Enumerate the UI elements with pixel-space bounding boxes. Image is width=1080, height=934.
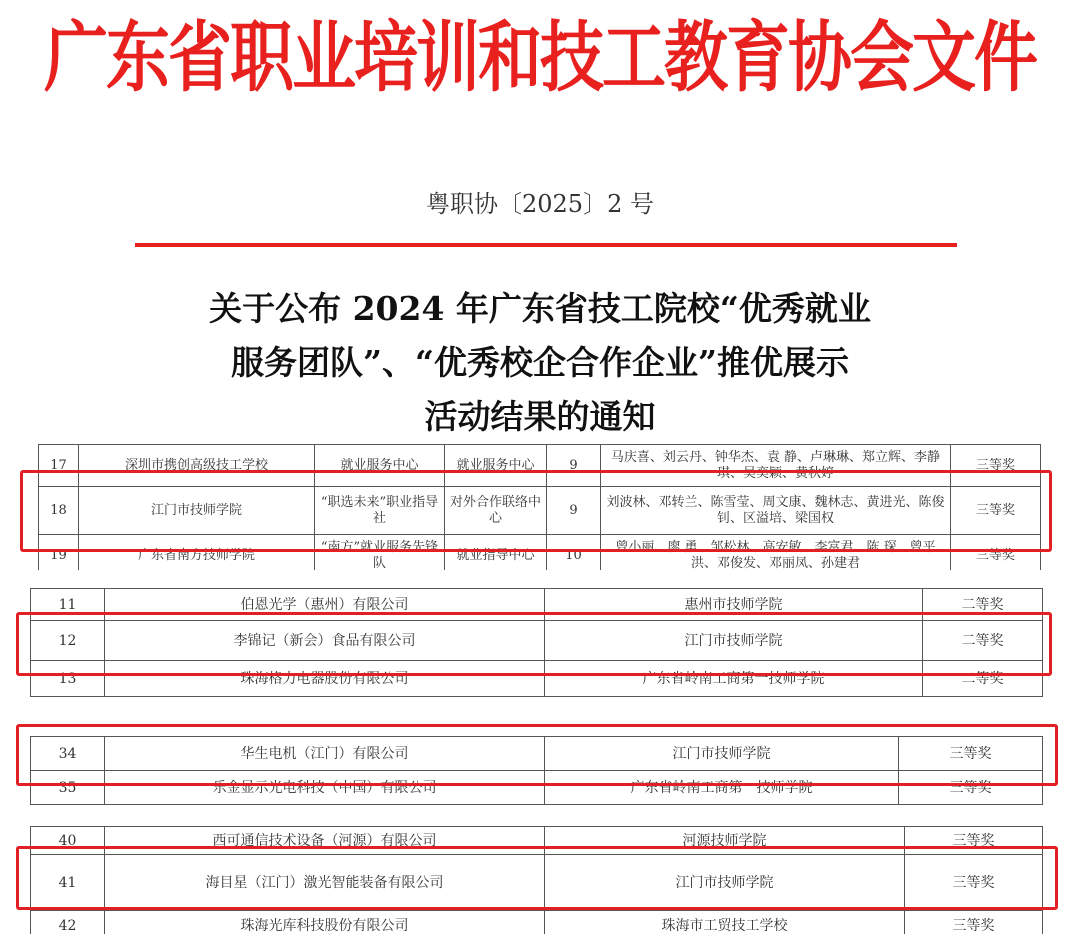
department: 就业指导中心 [445, 535, 547, 571]
enterprise-table-fragment-a [30, 588, 1050, 698]
company-name: 乐金显示光电科技（中国）有限公司 [105, 771, 545, 805]
team-table [38, 444, 1041, 570]
department: 就业服务中心 [445, 445, 547, 487]
org-header-title: 广东省职业培训和技工教育协会文件 [44, 14, 1036, 104]
table-row [31, 827, 1043, 855]
notice-title [0, 282, 1080, 444]
member-count: 9 [547, 487, 601, 535]
award-level: 三等奖 [905, 827, 1043, 855]
row-number: 42 [31, 911, 105, 934]
table-row [31, 911, 1043, 934]
notice-title-line-2: 服务团队”、“优秀校企合作企业”推优展示 [231, 343, 849, 382]
team-table-fragment [38, 440, 1044, 570]
row-number: 12 [31, 621, 105, 661]
school-name: 广东省南方技师学院 [79, 535, 315, 571]
company-name: 李锦记（新会）食品有限公司 [105, 621, 545, 661]
award-level: 三等奖 [951, 487, 1041, 535]
award-level: 三等奖 [899, 771, 1043, 805]
header-red-rule [135, 243, 957, 247]
enterprise-table-fragment-b [30, 730, 1050, 808]
award-level: 二等奖 [923, 589, 1043, 621]
award-level: 三等奖 [905, 911, 1043, 934]
enterprise-table-a [30, 588, 1043, 697]
row-number: 19 [39, 535, 79, 571]
team-name: “职选未来”职业指导社 [315, 487, 445, 535]
partner-school: 广东省岭南工商第一技师学院 [545, 771, 899, 805]
partner-school: 江门市技师学院 [545, 621, 923, 661]
company-name: 海目星（江门）激光智能装备有限公司 [105, 855, 545, 911]
award-level: 二等奖 [923, 621, 1043, 661]
enterprise-table-b [30, 736, 1043, 805]
member-list: 马庆喜、刘云丹、钟华杰、袁 静、卢琳琳、郑立辉、李静琪、吴奕颖、黄秋婷 [601, 445, 951, 487]
document-number: 粤职协〔2025〕2 号 [426, 190, 654, 218]
row-number: 11 [31, 589, 105, 621]
enterprise-table-fragment-c [30, 826, 1050, 934]
row-number: 18 [39, 487, 79, 535]
table-row [39, 487, 1041, 535]
row-number: 34 [31, 737, 105, 771]
team-name: “南方”就业服务先锋队 [315, 535, 445, 571]
partner-school: 江门市技师学院 [545, 855, 905, 911]
company-name: 西可通信技术设备（河源）有限公司 [105, 827, 545, 855]
team-name: 就业服务中心 [315, 445, 445, 487]
school-name: 深圳市携创高级技工学校 [79, 445, 315, 487]
company-name: 珠海格力电器股份有限公司 [105, 661, 545, 697]
table-row [39, 445, 1041, 487]
company-name: 珠海光库科技股份有限公司 [105, 911, 545, 934]
department: 对外合作联络中心 [445, 487, 547, 535]
award-level: 三等奖 [905, 855, 1043, 911]
notice-title-line-1: 关于公布 2024 年广东省技工院校“优秀就业 [209, 289, 871, 328]
row-number: 13 [31, 661, 105, 697]
partner-school: 珠海市工贸技工学校 [545, 911, 905, 934]
partner-school: 惠州市技师学院 [545, 589, 923, 621]
company-name: 伯恩光学（惠州）有限公司 [105, 589, 545, 621]
school-name: 江门市技师学院 [79, 487, 315, 535]
member-list: 刘波林、邓转兰、陈雪莹、周文康、魏林志、黄进光、陈俊钊、区溢培、梁国权 [601, 487, 951, 535]
member-list: 曾小丽、廖 勇、邹松林、高安敏、李富君、陈 琛、曾平洪、邓俊发、邓丽凤、孙建君 [601, 535, 951, 571]
row-number: 41 [31, 855, 105, 911]
table-row [31, 621, 1043, 661]
award-level: 三等奖 [951, 445, 1041, 487]
company-name: 华生电机（江门）有限公司 [105, 737, 545, 771]
table-row [31, 661, 1043, 697]
award-level: 二等奖 [923, 661, 1043, 697]
table-row [31, 771, 1043, 805]
notice-title-line-3: 活动结果的通知 [424, 397, 656, 436]
member-count: 9 [547, 445, 601, 487]
enterprise-table-c [30, 826, 1043, 934]
partner-school: 广东省岭南工商第一技师学院 [545, 661, 923, 697]
partner-school: 河源技师学院 [545, 827, 905, 855]
table-row [31, 589, 1043, 621]
table-row [31, 855, 1043, 911]
row-number: 40 [31, 827, 105, 855]
partner-school: 江门市技师学院 [545, 737, 899, 771]
award-level: 三等奖 [951, 535, 1041, 571]
row-number: 35 [31, 771, 105, 805]
table-row [39, 535, 1041, 571]
table-row [31, 737, 1043, 771]
member-count: 10 [547, 535, 601, 571]
award-level: 三等奖 [899, 737, 1043, 771]
row-number: 17 [39, 445, 79, 487]
